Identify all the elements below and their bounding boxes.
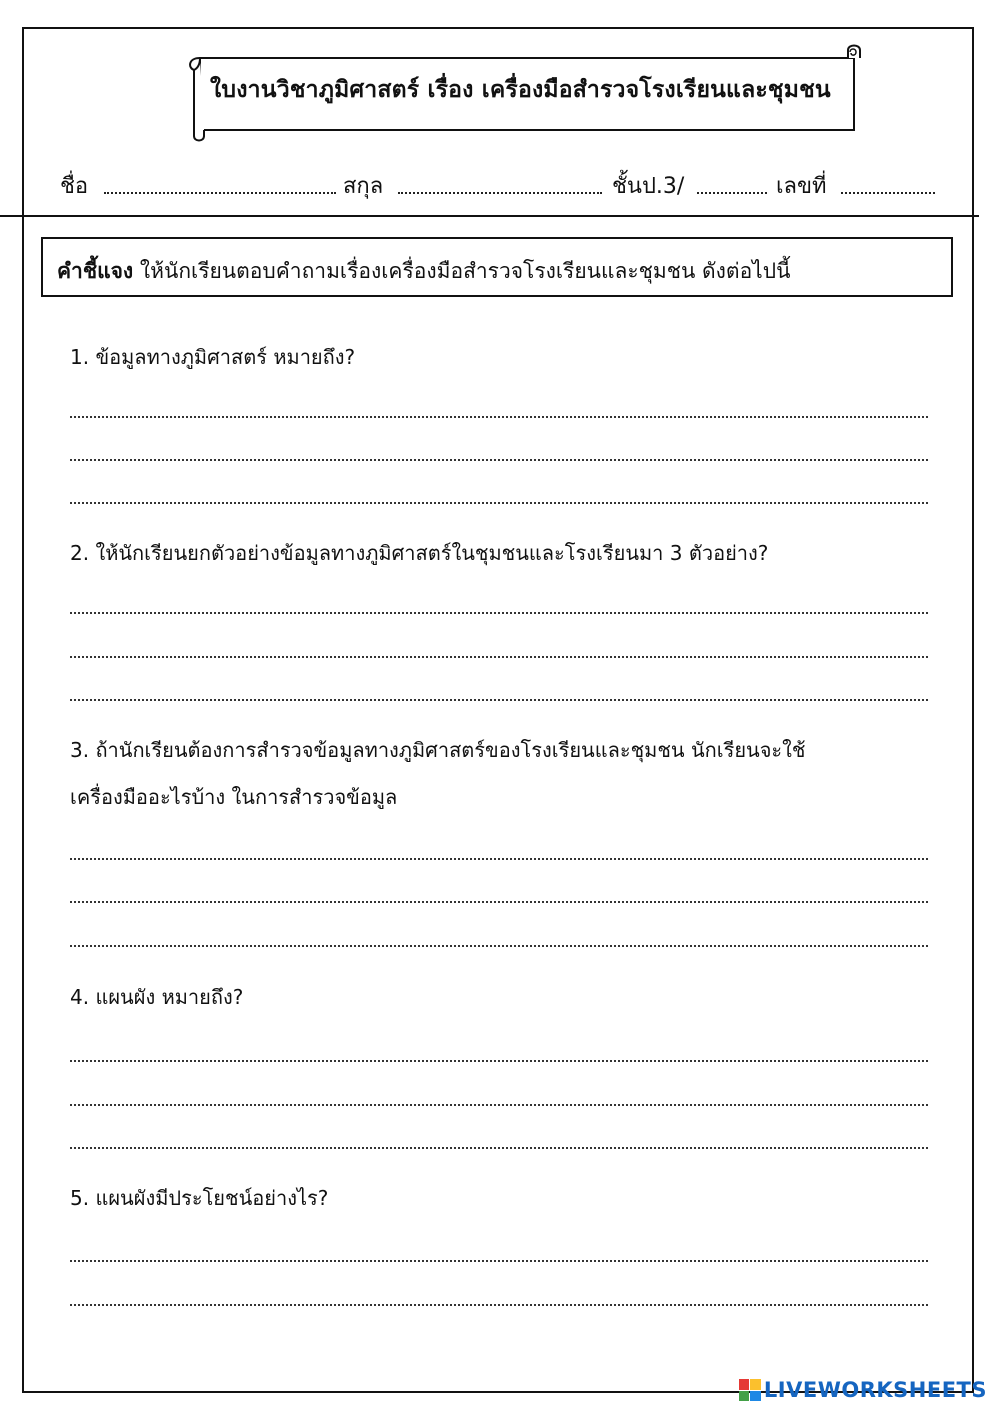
answer-line-2-2[interactable] [70, 656, 928, 658]
answer-line-3-1[interactable] [70, 858, 928, 860]
question-2: 2. ให้นักเรียนยกตัวอย่างข้อมูลทางภูมิศาสตร์ในชุมชนและโรงเรียนมา 3 ตัวอย่าง? [70, 541, 769, 565]
answer-line-2-3[interactable] [70, 699, 928, 701]
page-title: ใบงานวิชาภูมิศาสตร์ เรื่อง เครื่องมือสำรวจโรงเรียนและชุมชน [210, 77, 831, 103]
liveworksheets-logo [739, 1377, 987, 1403]
answer-line-5-1[interactable] [70, 1260, 928, 1262]
logo-square-blue [750, 1391, 761, 1402]
class-field[interactable] [697, 192, 767, 194]
instructions-text: ให้นักเรียนตอบคำถามเรื่องเครื่องมือสำรวจโรงเรียนและชุมชน ดังต่อไปนี้ [133, 259, 791, 283]
answer-line-5-2[interactable] [70, 1304, 928, 1306]
question-4: 4. แผนผัง หมายถึง? [70, 985, 244, 1009]
name-label: ชื่อ [60, 174, 89, 199]
answer-line-4-1[interactable] [70, 1060, 928, 1062]
number-field[interactable] [841, 192, 935, 194]
answer-line-2-1[interactable] [70, 612, 928, 614]
question-5: 5. แผนผังมีประโยชน์อย่างไร? [70, 1186, 329, 1210]
title-banner [184, 44, 864, 144]
surname-field[interactable] [398, 192, 602, 194]
liveworksheets-logo-icon [739, 1379, 761, 1401]
answer-line-1-3[interactable] [70, 502, 928, 504]
question-3-line-1: 3. ถ้านักเรียนต้องการสำรวจข้อมูลทางภูมิศาสตร์ของโรงเรียนและชุมชน นักเรียนจะใช้ [70, 738, 806, 762]
logo-square-red [739, 1379, 750, 1390]
class-label: ชั้นป.3/ [612, 174, 685, 199]
question-3-line-2: เครื่องมืออะไรบ้าง ในการสำรวจข้อมูล [70, 785, 398, 809]
logo-square-yellow [750, 1379, 761, 1390]
student-info-row [60, 168, 938, 204]
header-divider [0, 215, 979, 217]
answer-line-1-2[interactable] [70, 459, 928, 461]
answer-line-3-3[interactable] [70, 945, 928, 947]
number-label: เลขที่ [776, 174, 827, 199]
question-1: 1. ข้อมูลทางภูมิศาสตร์ หมายถึง? [70, 345, 356, 369]
instructions-box [41, 237, 953, 297]
answer-line-4-3[interactable] [70, 1147, 928, 1149]
surname-label: สกุล [343, 174, 384, 199]
instructions-label: คำชี้แจง [57, 259, 134, 283]
logo-square-green [739, 1391, 750, 1402]
name-field[interactable] [104, 192, 336, 194]
answer-line-3-2[interactable] [70, 901, 928, 903]
answer-line-1-1[interactable] [70, 416, 928, 418]
logo-text: LIVEWORKSHEETS [763, 1378, 987, 1402]
answer-line-4-2[interactable] [70, 1104, 928, 1106]
